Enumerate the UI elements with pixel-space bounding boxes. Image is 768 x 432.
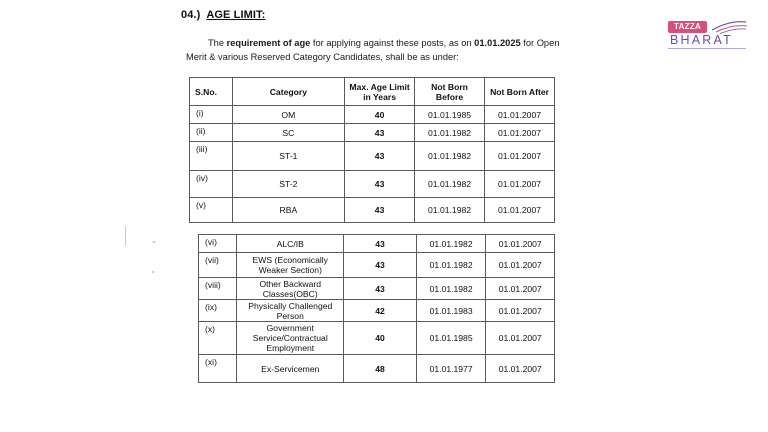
sno-cell: (ii) <box>190 124 233 142</box>
header-max-age: Max. Age Limit in Years <box>345 78 415 106</box>
age-limit-table-part-1 <box>189 77 555 223</box>
table-row <box>190 142 555 171</box>
category-cell: ST-1 <box>232 142 345 171</box>
table-row <box>199 300 555 322</box>
not-born-before-cell: 01.01.1982 <box>415 171 485 198</box>
category-cell: Government Service/Contractual Employment <box>237 322 344 355</box>
sno-cell: (xi) <box>199 355 237 383</box>
category-cell: Physically Challenged Person <box>237 300 344 322</box>
logo-badge: TAZZA <box>668 21 707 33</box>
category-cell: Other Backward Classes(OBC) <box>237 278 344 300</box>
scan-dot <box>153 241 155 243</box>
sno-cell: (iv) <box>190 171 233 198</box>
not-born-after-cell: 01.01.2007 <box>486 355 555 383</box>
sno-cell: (vii) <box>199 253 237 278</box>
sno-cell: (ix) <box>199 300 237 322</box>
max-age-cell: 43 <box>345 198 415 223</box>
not-born-before-cell: 01.01.1982 <box>416 235 486 253</box>
not-born-after-cell: 01.01.2007 <box>485 124 555 142</box>
intro-line-2: Merit & various Reserved Category Candidates, shall be as under: <box>186 52 459 62</box>
intro-line-1 <box>186 36 576 50</box>
header-sno: S.No. <box>190 78 233 106</box>
scan-mark <box>125 226 126 246</box>
logo-brand-text: BHARAT <box>670 33 733 47</box>
table-row <box>190 124 555 142</box>
intro-text-2: for applying against these posts, as on <box>310 38 475 48</box>
table-row <box>190 198 555 223</box>
max-age-cell: 43 <box>344 278 417 300</box>
category-cell: SC <box>232 124 345 142</box>
intro-paragraph <box>186 36 576 64</box>
table-row <box>199 322 555 355</box>
not-born-before-cell: 01.01.1982 <box>416 253 486 278</box>
scan-dot <box>152 271 154 273</box>
table-row <box>199 355 555 383</box>
sno-cell: (x) <box>199 322 237 355</box>
not-born-before-cell: 01.01.1982 <box>415 124 485 142</box>
sno-cell: (i) <box>190 106 233 124</box>
max-age-cell: 43 <box>345 124 415 142</box>
not-born-before-cell: 01.01.1982 <box>416 278 486 300</box>
section-heading <box>181 9 265 21</box>
category-cell: RBA <box>232 198 345 223</box>
max-age-cell: 43 <box>344 253 417 278</box>
not-born-after-cell: 01.01.2007 <box>485 171 555 198</box>
max-age-cell: 48 <box>344 355 417 383</box>
max-age-cell: 43 <box>345 171 415 198</box>
not-born-before-cell: 01.01.1977 <box>416 355 486 383</box>
not-born-after-cell: 01.01.2007 <box>486 253 555 278</box>
not-born-before-cell: 01.01.1983 <box>416 300 486 322</box>
section-title: AGE LIMIT: <box>206 9 266 21</box>
sno-cell: (viii) <box>199 278 237 300</box>
category-cell: ST-2 <box>232 171 345 198</box>
not-born-before-cell: 01.01.1982 <box>415 198 485 223</box>
age-limit-table-part-2 <box>198 234 555 383</box>
header-not-born-after: Not Born After <box>485 78 555 106</box>
not-born-after-cell: 01.01.2007 <box>486 278 555 300</box>
intro-text-1: The <box>208 38 227 48</box>
sno-cell: (v) <box>190 198 233 223</box>
not-born-before-cell: 01.01.1982 <box>415 142 485 171</box>
max-age-cell: 40 <box>345 106 415 124</box>
table-row <box>199 235 555 253</box>
table-row <box>199 253 555 278</box>
sno-cell: (vi) <box>199 235 237 253</box>
category-cell: OM <box>232 106 345 124</box>
category-cell: ALC/IB <box>237 235 344 253</box>
section-number: 04.) <box>181 9 201 21</box>
category-cell: Ex-Servicemen <box>237 355 344 383</box>
header-category: Category <box>232 78 345 106</box>
table-row <box>190 106 555 124</box>
max-age-cell: 43 <box>345 142 415 171</box>
not-born-after-cell: 01.01.2007 <box>486 322 555 355</box>
not-born-after-cell: 01.01.2007 <box>486 235 555 253</box>
not-born-after-cell: 01.01.2007 <box>485 198 555 223</box>
speed-streak-icon <box>710 18 748 34</box>
not-born-after-cell: 01.01.2007 <box>485 106 555 124</box>
table-row <box>199 278 555 300</box>
intro-bold-1: requirement of age <box>226 38 311 48</box>
not-born-after-cell: 01.01.2007 <box>486 300 555 322</box>
not-born-before-cell: 01.01.1985 <box>415 106 485 124</box>
table-header-row <box>190 78 555 106</box>
tazza-bharat-logo <box>666 16 748 50</box>
max-age-cell: 43 <box>344 235 417 253</box>
table-row <box>190 171 555 198</box>
header-not-born-before: Not Born Before <box>415 78 485 106</box>
max-age-cell: 42 <box>344 300 417 322</box>
intro-bold-date: 01.01.2025 <box>474 38 521 48</box>
logo-underline <box>668 48 746 49</box>
category-cell: EWS (Economically Weaker Section) <box>237 253 344 278</box>
intro-text-3: for Open <box>520 38 560 48</box>
sno-cell: (iii) <box>190 142 233 171</box>
not-born-before-cell: 01.01.1985 <box>416 322 486 355</box>
max-age-cell: 40 <box>344 322 417 355</box>
not-born-after-cell: 01.01.2007 <box>485 142 555 171</box>
